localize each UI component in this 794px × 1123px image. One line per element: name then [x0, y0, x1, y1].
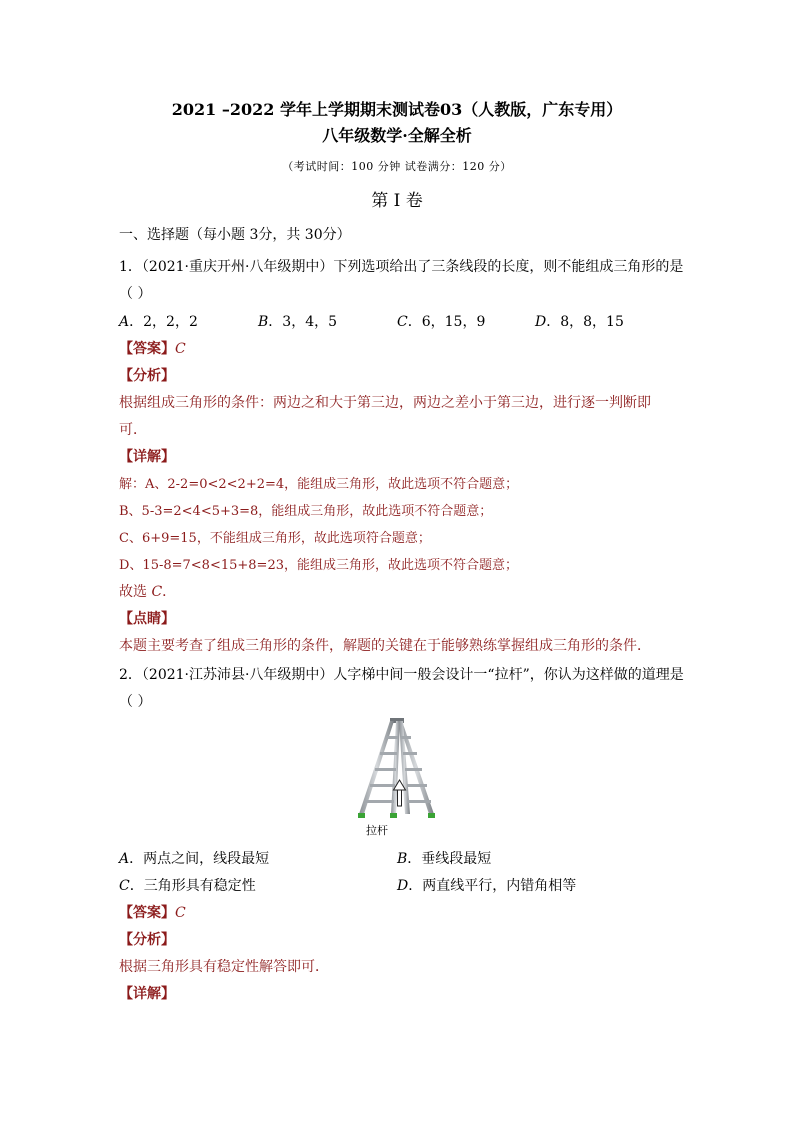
q2-analysis-text: 根据三角形具有稳定性解答即可．: [119, 959, 329, 975]
document-subtitle: 八年级数学·全解全析: [322, 126, 472, 145]
option-letter: D: [397, 878, 409, 894]
option-letter: D: [535, 314, 547, 330]
q1-comment-label: 【点睛】: [119, 611, 175, 627]
option-letter: B: [258, 314, 269, 330]
q2-analysis-label: 【分析】: [119, 932, 175, 948]
option-letter: B: [397, 851, 408, 867]
q1-detail-line: B、5-3=2<4<5+3=8，能组成三角形，故此选项不符合题意；: [119, 504, 493, 519]
conclusion-prefix: 故选: [119, 584, 152, 600]
q1-option-b: [258, 311, 337, 331]
answer-value: C: [175, 341, 186, 357]
conclusion-value: C: [151, 584, 163, 600]
q1-stem: 1．（2021·重庆开州·八年级期中）下列选项给出了三条线段的长度，则不能组成三角形的是: [119, 259, 684, 275]
answer-label: 【答案】: [119, 905, 175, 921]
q1-option-a: [119, 311, 198, 331]
conclusion-suffix: ．: [162, 584, 177, 600]
q1-comment-text: 本题主要考查了组成三角形的条件，解题的关键在于能够熟练掌握组成三角形的条件．: [119, 638, 651, 654]
ladder-foot: [358, 813, 365, 818]
q2-option-c: [119, 875, 256, 895]
answer-value: C: [175, 905, 186, 921]
figure-caption: 拉杆: [366, 824, 388, 837]
q2-option-d: [397, 875, 576, 895]
q1-analysis-label: 【分析】: [119, 368, 175, 384]
section-heading: 一、选择题（每小题 3分，共 30分）: [119, 227, 351, 243]
q2-option-b: [397, 848, 491, 868]
q1-option-c: [397, 311, 485, 331]
q1-conclusion: [119, 581, 176, 601]
option-letter: C: [119, 878, 130, 894]
ladder-foot: [428, 813, 435, 818]
ladder-illustration: [352, 716, 442, 822]
option-text: ．垂线段最短: [407, 851, 492, 867]
q2-answer: [119, 902, 186, 922]
q2-detail-label: 【详解】: [119, 986, 175, 1002]
ladder-foot: [390, 813, 397, 818]
option-text: ．2，2，2: [129, 314, 198, 330]
option-letter: A: [119, 314, 130, 330]
option-text: ．两点之间，线段最短: [129, 851, 270, 867]
q1-analysis-text: 根据组成三角形的条件：两边之和大于第三边，两边之差小于第三边，进行逐一判断即: [119, 395, 651, 411]
option-letter: C: [397, 314, 408, 330]
q1-detail-label: 【详解】: [119, 449, 175, 465]
volume-heading: 第 I 卷: [371, 191, 423, 211]
q1-blank: （ ）: [119, 286, 152, 302]
document-title: 2021 –2022 学年上学期期末测试卷03（人教版，广东专用）: [171, 100, 623, 119]
option-text: ．三角形具有稳定性: [129, 878, 256, 894]
q1-detail-line: D、15-8=7<8<15+8=23，能组成三角形，故此选项不符合题意；: [119, 558, 518, 573]
q1-detail-line: C、6+9=15，不能组成三角形，故此选项符合题意；: [119, 531, 431, 546]
q1-analysis-text-cont: 可．: [119, 422, 147, 438]
exam-info: （考试时间：100 分钟 试卷满分：120 分）: [282, 160, 512, 173]
q1-answer: [119, 338, 186, 358]
option-letter: A: [119, 851, 130, 867]
option-text: ．3，4，5: [268, 314, 338, 330]
option-text: ．两直线平行，内错角相等: [408, 878, 577, 894]
option-text: ．6，15，9: [407, 314, 486, 330]
answer-label: 【答案】: [119, 341, 175, 357]
q1-detail-line: 解：A、2-2=0<2<2+2=4，能组成三角形，故此选项不符合题意；: [119, 477, 519, 492]
q2-option-a: [119, 848, 269, 868]
q2-stem: 2．（2021·江苏沛县·八年级期中）人字梯中间一般会设计一“拉杆”，你认为这样做的道理是: [119, 667, 684, 683]
ladder-figure: [352, 716, 442, 838]
q2-blank: （ ）: [119, 694, 152, 710]
option-text: ．8，8，15: [546, 314, 624, 330]
q1-option-d: [535, 311, 624, 331]
